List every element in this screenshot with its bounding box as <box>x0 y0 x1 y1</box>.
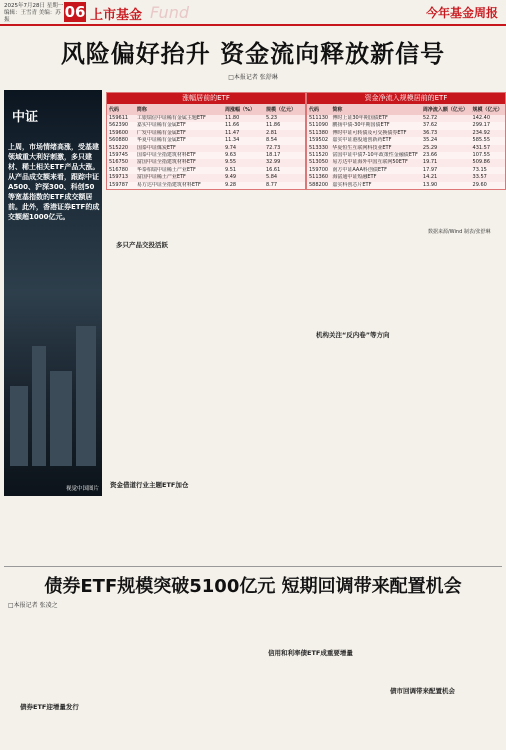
table-row <box>307 182 505 189</box>
table-source: 数据来源/Wind 制表/张舒琳 <box>428 229 491 235</box>
article1-subhead: 机构关注“反内卷”等方向 <box>316 331 390 339</box>
table-cell: 23.66 <box>421 152 471 159</box>
table-cell: 159745 <box>107 152 135 159</box>
table-row <box>307 137 505 144</box>
table-cell: 11.47 <box>224 129 240 136</box>
table-cell: 585.55 <box>471 137 505 144</box>
table-cell: 509.86 <box>472 159 491 166</box>
article2-subhead: 信用和利率债ETF成重要增量 <box>268 649 353 657</box>
table-cell: 华泰柏瑞中证稀土产业ETF <box>135 167 223 174</box>
table-cell: 159611 <box>109 115 129 121</box>
table-row <box>307 145 505 152</box>
col-header: 周净流入额（亿元） <box>421 104 471 115</box>
table-cell: 35.24 <box>421 137 471 144</box>
table-cell: 588200 <box>307 182 330 189</box>
article1-subhead: 多只产品交投活跃 <box>116 241 168 249</box>
table-cell: 14.21 <box>422 174 438 181</box>
table-cell: 511090 <box>307 122 330 129</box>
table-cell: 鹏扬中债-30年期国债ETF <box>330 122 421 129</box>
col-header: 代码 <box>107 104 135 115</box>
table-row <box>307 174 505 181</box>
table-cell: 511520 <box>307 152 330 159</box>
table-cell: 159787 <box>107 182 135 189</box>
page-number: 06 <box>64 3 86 21</box>
table-cell: 9.49 <box>224 174 237 181</box>
table-row <box>107 122 305 129</box>
table-cell: 9.74 <box>224 144 237 151</box>
table-row <box>107 182 305 189</box>
table-cell: 华夏恒生互联网科技业ETF <box>332 144 392 151</box>
photo-building <box>76 326 96 466</box>
article2-body-col3 <box>250 610 368 748</box>
table-cell: 易方达中证全指建筑材料ETF <box>135 182 223 189</box>
table-row <box>107 130 305 137</box>
table-cell: 299.17 <box>471 122 505 129</box>
table-cell: 159600 <box>109 129 129 136</box>
col-header: 周涨幅（%） <box>223 104 264 115</box>
table-cell: 159700 <box>307 167 330 174</box>
table-cell: 560880 <box>107 137 135 144</box>
section-watermark: Fund <box>150 3 189 22</box>
table-cell: 8.77 <box>264 182 305 189</box>
article2-subhead: 债市回调带来配置机会 <box>390 687 455 695</box>
table-cell: 9.51 <box>223 167 264 174</box>
table-cell: 国泰中证全指建筑材料ETF <box>135 152 223 159</box>
table-row <box>107 167 305 174</box>
table-cell: 234.92 <box>472 129 491 136</box>
col-header: 简称 <box>135 104 223 115</box>
table-cell: 29.60 <box>471 182 505 189</box>
article1-headline: 风险偏好抬升 资金流向释放新信号 <box>60 40 446 68</box>
table-cell: 515220 <box>109 144 129 151</box>
table-cell: 南方中证AAA科创债ETF <box>330 167 421 174</box>
masthead-divider <box>0 24 506 26</box>
table-cell: 142.40 <box>472 115 491 121</box>
table-cell: 华夏中证稀有金属ETF <box>135 137 223 144</box>
table-cell: 8.54 <box>264 137 305 144</box>
table-cell: 易方达中证海外中国互联网50ETF <box>332 159 408 166</box>
table-row <box>307 122 505 129</box>
table-cell: 9.63 <box>223 152 264 159</box>
photo-logo: 中证 <box>12 110 39 125</box>
table-cell: 107.55 <box>471 152 505 159</box>
table-cell: 32.99 <box>265 159 281 166</box>
table-top-gainers <box>106 92 306 190</box>
photo-caption: 视觉中国图片 <box>66 486 100 492</box>
masthead <box>0 0 506 26</box>
table-cell: 11.80 <box>224 115 240 121</box>
table-cell: 36.73 <box>422 129 438 136</box>
table-cell: 富国中证中债7-10年政策性金融债ETF <box>330 152 421 159</box>
col-header: 简称 <box>330 104 421 115</box>
newspaper-name: 今年基金周报 <box>425 6 498 20</box>
article1-body-col3 <box>306 240 398 566</box>
table-title: 涨幅居前的ETF <box>107 93 305 104</box>
article2-subhead: 债券ETF迎增量发行 <box>20 703 79 711</box>
table-cell: 国泰中证煤炭ETF <box>136 144 176 151</box>
table-cell: 511130 <box>309 115 329 121</box>
table-cell: 19.71 <box>422 159 438 166</box>
table-cell: 5.23 <box>265 115 278 121</box>
table-cell: 25.29 <box>422 144 438 151</box>
article2-body-col1 <box>8 610 120 748</box>
table-cell: 博时上证30年期国债ETF <box>332 115 388 121</box>
table-cell: 516750 <box>109 159 129 166</box>
table-cell: 72.73 <box>265 144 281 151</box>
table-net-inflow <box>306 92 506 190</box>
table-cell: 18.17 <box>264 152 305 159</box>
article2-body-col4 <box>374 610 500 748</box>
table-row <box>107 174 305 181</box>
col-header: 规模（亿元） <box>264 104 305 115</box>
section-title: 上市基金 <box>90 8 143 23</box>
article1-body-col1 <box>106 252 198 566</box>
table-row <box>107 137 305 144</box>
table-cell: 9.55 <box>224 159 237 166</box>
table-row <box>107 159 305 166</box>
table-cell: 5.84 <box>265 174 278 181</box>
table-cell: 159713 <box>109 174 129 181</box>
table-cell: 2.81 <box>265 129 278 136</box>
table-cell: 嘉实中证港股通创新药ETF <box>330 137 421 144</box>
article1-lead: 上周，市场情绪高涨，受基建领域重大利好刺激，多只建材、稀土相关ETF产品大涨。从产品成交额来看，跟踪中证A500、沪深300、科创50等宽基指数的ETF成交额居前。此外，香港证券ETF的成交额超1000亿元。 <box>8 143 100 221</box>
table-cell: 562390 <box>107 122 135 129</box>
table-cell: 513330 <box>309 144 329 151</box>
photo-building <box>32 346 46 466</box>
table-cell: 富国中证全指建筑材料ETF <box>136 159 196 166</box>
table-cell: 73.15 <box>471 167 505 174</box>
col-header: 代码 <box>307 104 330 115</box>
table-cell: 431.57 <box>472 144 491 151</box>
article2-body-col2 <box>126 610 244 748</box>
table-row <box>307 130 505 137</box>
photo-building <box>50 371 72 466</box>
table-cell: 511360 <box>309 174 329 181</box>
table-title: 资金净流入规模居前的ETF <box>307 93 505 104</box>
table-cell: 广发中证稀有金属ETF <box>136 129 186 136</box>
table-row <box>307 159 505 166</box>
table-cell: 159502 <box>307 137 330 144</box>
article1-subhead: 资金借道行业主题ETF加仓 <box>110 481 189 489</box>
article-divider <box>4 566 502 567</box>
table-cell: 52.72 <box>422 115 438 121</box>
article1-byline: □本报记者 张舒琳 <box>228 74 278 81</box>
article2-byline: □本报记者 张凌之 <box>8 602 58 609</box>
table-row <box>107 152 305 159</box>
photo-building <box>10 386 28 466</box>
table-cell: 海富通中证短融ETF <box>332 174 377 181</box>
article2-headline: 债券ETF规模突破5100亿元 短期回调带来配置机会 <box>44 576 462 597</box>
table-cell: 11.34 <box>223 137 264 144</box>
col-header: 规模（亿元） <box>471 104 505 115</box>
table-cell: 33.57 <box>472 174 487 181</box>
table-row <box>307 167 505 174</box>
table-row <box>107 115 305 122</box>
table-cell: 嘉实中证稀有金属ETF <box>135 122 223 129</box>
table-cell: 博时中证可转债及可交换债券ETF <box>332 129 407 136</box>
table-cell: 工银瑞信中证稀有金属主题ETF <box>136 115 206 121</box>
table-cell: 513050 <box>309 159 329 166</box>
table-cell: 11.86 <box>264 122 305 129</box>
table-cell: 富国中证稀土产业ETF <box>136 174 186 181</box>
article1-body-col2 <box>206 240 298 566</box>
table-cell: 516780 <box>107 167 135 174</box>
table-cell: 17.97 <box>421 167 471 174</box>
table-cell: 13.90 <box>421 182 471 189</box>
table-row <box>307 115 505 122</box>
table-cell: 嘉实科创芯片ETF <box>330 182 421 189</box>
table-cell: 9.28 <box>223 182 264 189</box>
edition-meta: 2025年7月28日 星期一 编辑：王雪青 美编：苏振 <box>4 3 64 23</box>
table-row <box>107 145 305 152</box>
table-cell: 11.66 <box>223 122 264 129</box>
article1-body-col4 <box>406 240 502 566</box>
table-cell: 511380 <box>309 129 329 136</box>
table-row <box>307 152 505 159</box>
table-cell: 37.62 <box>421 122 471 129</box>
table-cell: 16.61 <box>264 167 305 174</box>
